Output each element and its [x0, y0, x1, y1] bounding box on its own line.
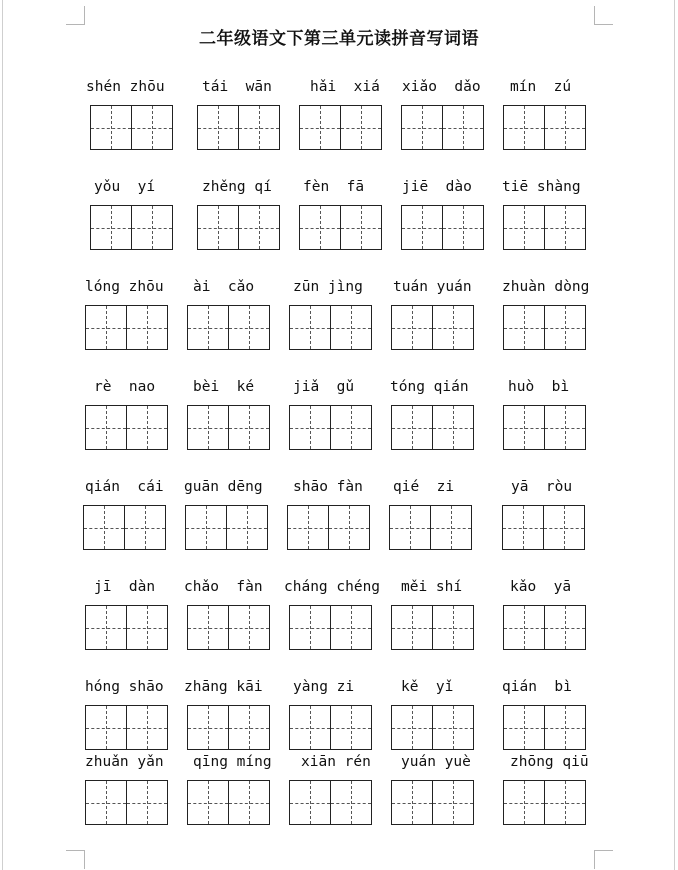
tianzige-cell[interactable] — [544, 106, 585, 149]
pinyin-label: hóng shāo — [85, 679, 164, 695]
tianzige-cell[interactable] — [86, 306, 126, 349]
writing-grid[interactable] — [401, 205, 484, 250]
tianzige-cell[interactable] — [198, 106, 238, 149]
crop-mark-bottom-right — [594, 850, 613, 869]
pinyin-label: xiān rén — [301, 754, 371, 770]
writing-grid[interactable] — [187, 705, 270, 750]
writing-grid[interactable] — [299, 205, 382, 250]
tianzige-cell[interactable] — [504, 706, 544, 749]
tianzige-cell[interactable] — [86, 706, 126, 749]
pinyin-label: qián bì — [502, 679, 572, 695]
pinyin-label: kě yǐ — [401, 679, 454, 695]
writing-grid[interactable] — [90, 105, 173, 150]
tianzige-cell[interactable] — [330, 606, 371, 649]
tianzige-cell[interactable] — [543, 506, 584, 549]
pinyin-label: tái wān — [202, 79, 272, 95]
tianzige-cell[interactable] — [392, 781, 432, 824]
tianzige-cell[interactable] — [544, 781, 585, 824]
writing-grid[interactable] — [289, 605, 372, 650]
pinyin-label: lóng zhōu — [85, 279, 164, 295]
pinyin-label: ài cǎo — [193, 279, 255, 295]
crop-mark-bottom-left — [66, 850, 85, 869]
tianzige-cell[interactable] — [288, 506, 328, 549]
tianzige-cell[interactable] — [442, 206, 483, 249]
writing-grid[interactable] — [289, 405, 372, 450]
tianzige-cell[interactable] — [300, 206, 340, 249]
writing-grid[interactable] — [197, 105, 280, 150]
tianzige-cell[interactable] — [186, 506, 226, 549]
writing-grid[interactable] — [289, 305, 372, 350]
pinyin-label: fèn fā — [303, 179, 365, 195]
crop-mark-top-left — [66, 6, 85, 25]
tianzige-cell[interactable] — [126, 406, 167, 449]
writing-grid[interactable] — [289, 705, 372, 750]
tianzige-cell[interactable] — [290, 606, 330, 649]
tianzige-cell[interactable] — [290, 781, 330, 824]
tianzige-cell[interactable] — [91, 206, 131, 249]
writing-grid[interactable] — [90, 205, 173, 250]
tianzige-cell[interactable] — [300, 106, 340, 149]
tianzige-cell[interactable] — [290, 406, 330, 449]
tianzige-cell[interactable] — [188, 606, 228, 649]
tianzige-cell[interactable] — [91, 106, 131, 149]
pinyin-label: yā ròu — [511, 479, 573, 495]
tianzige-cell[interactable] — [86, 406, 126, 449]
tianzige-cell[interactable] — [544, 606, 585, 649]
tianzige-cell[interactable] — [188, 706, 228, 749]
pinyin-label: yàng zi — [293, 679, 355, 695]
writing-grid[interactable] — [503, 780, 586, 825]
tianzige-cell[interactable] — [504, 206, 544, 249]
tianzige-cell[interactable] — [432, 406, 473, 449]
pinyin-label: mín zú — [510, 79, 572, 95]
pinyin-label: qié zi — [393, 479, 455, 495]
pinyin-label: zhuǎn yǎn — [85, 754, 164, 770]
writing-grid[interactable] — [391, 605, 474, 650]
pinyin-label: chǎo fàn — [184, 579, 263, 595]
tianzige-cell[interactable] — [228, 406, 269, 449]
tianzige-cell[interactable] — [188, 406, 228, 449]
pinyin-label: shāo fàn — [293, 479, 363, 495]
tianzige-cell[interactable] — [544, 306, 585, 349]
tianzige-cell[interactable] — [328, 506, 369, 549]
tianzige-cell[interactable] — [340, 206, 381, 249]
pinyin-label: guān dēng — [184, 479, 263, 495]
tianzige-cell[interactable] — [86, 781, 126, 824]
writing-grid[interactable] — [187, 305, 270, 350]
pinyin-label: qián cái — [85, 479, 164, 495]
writing-grid[interactable] — [85, 780, 168, 825]
tianzige-cell[interactable] — [402, 106, 442, 149]
tianzige-cell[interactable] — [228, 306, 269, 349]
pinyin-label: xiǎo dǎo — [402, 79, 481, 95]
writing-grid[interactable] — [197, 205, 280, 250]
writing-grid[interactable] — [299, 105, 382, 150]
page-border-right — [674, 0, 675, 870]
pinyin-label: tóng qián — [390, 379, 469, 395]
tianzige-cell[interactable] — [226, 506, 267, 549]
pinyin-label: zhěng qí — [202, 179, 272, 195]
writing-grid[interactable] — [391, 780, 474, 825]
tianzige-cell[interactable] — [504, 306, 544, 349]
tianzige-cell[interactable] — [392, 306, 432, 349]
tianzige-cell[interactable] — [504, 606, 544, 649]
pinyin-label: jī dàn — [94, 579, 156, 595]
tianzige-cell[interactable] — [228, 706, 269, 749]
writing-grid[interactable] — [503, 605, 586, 650]
writing-grid[interactable] — [503, 405, 586, 450]
tianzige-cell[interactable] — [238, 106, 279, 149]
tianzige-cell[interactable] — [504, 106, 544, 149]
pinyin-label: cháng chéng — [284, 579, 381, 595]
tianzige-cell[interactable] — [340, 106, 381, 149]
pinyin-label: jiǎ gǔ — [293, 379, 355, 395]
tianzige-cell[interactable] — [432, 706, 473, 749]
pinyin-label: rè nao — [94, 379, 156, 395]
writing-grid[interactable] — [401, 105, 484, 150]
tianzige-cell[interactable] — [188, 781, 228, 824]
pinyin-label: bèi ké — [193, 379, 255, 395]
writing-grid[interactable] — [187, 780, 270, 825]
tianzige-cell[interactable] — [392, 606, 432, 649]
tianzige-cell[interactable] — [84, 506, 124, 549]
writing-grid[interactable] — [85, 605, 168, 650]
tianzige-cell[interactable] — [86, 606, 126, 649]
writing-grid[interactable] — [83, 505, 166, 550]
tianzige-cell[interactable] — [126, 306, 167, 349]
tianzige-cell[interactable] — [198, 206, 238, 249]
pinyin-label: yǒu yí — [94, 179, 156, 195]
tianzige-cell[interactable] — [392, 706, 432, 749]
tianzige-cell[interactable] — [504, 406, 544, 449]
writing-grid[interactable] — [391, 305, 474, 350]
tianzige-cell[interactable] — [126, 606, 167, 649]
writing-grid[interactable] — [502, 505, 585, 550]
pinyin-label: jiē dào — [402, 179, 472, 195]
pinyin-label: kǎo yā — [510, 579, 572, 595]
tianzige-cell[interactable] — [330, 406, 371, 449]
tianzige-cell[interactable] — [432, 781, 473, 824]
writing-grid[interactable] — [287, 505, 370, 550]
writing-grid[interactable] — [503, 205, 586, 250]
tianzige-cell[interactable] — [290, 306, 330, 349]
tianzige-cell[interactable] — [392, 406, 432, 449]
tianzige-cell[interactable] — [503, 506, 543, 549]
tianzige-cell[interactable] — [124, 506, 165, 549]
writing-grid[interactable] — [289, 780, 372, 825]
tianzige-cell[interactable] — [330, 306, 371, 349]
writing-grid[interactable] — [503, 705, 586, 750]
tianzige-cell[interactable] — [430, 506, 471, 549]
pinyin-label: huò bì — [508, 379, 570, 395]
tianzige-cell[interactable] — [504, 781, 544, 824]
writing-grid[interactable] — [503, 305, 586, 350]
pinyin-label: shén zhōu — [86, 79, 165, 95]
writing-grid[interactable] — [391, 405, 474, 450]
writing-grid[interactable] — [503, 105, 586, 150]
pinyin-label: yuán yuè — [401, 754, 471, 770]
tianzige-cell[interactable] — [432, 606, 473, 649]
tianzige-cell[interactable] — [330, 706, 371, 749]
writing-grid[interactable] — [85, 305, 168, 350]
writing-grid[interactable] — [187, 405, 270, 450]
pinyin-label: zhōng qiū — [510, 754, 589, 770]
tianzige-cell[interactable] — [290, 706, 330, 749]
tianzige-cell[interactable] — [390, 506, 430, 549]
pinyin-label: zhāng kāi — [184, 679, 263, 695]
tianzige-cell[interactable] — [238, 206, 279, 249]
writing-grid[interactable] — [85, 405, 168, 450]
writing-grid[interactable] — [391, 705, 474, 750]
writing-grid[interactable] — [187, 605, 270, 650]
crop-mark-top-right — [594, 6, 613, 25]
tianzige-cell[interactable] — [228, 781, 269, 824]
pinyin-label: měi shí — [401, 579, 463, 595]
tianzige-cell[interactable] — [126, 781, 167, 824]
tianzige-cell[interactable] — [544, 706, 585, 749]
tianzige-cell[interactable] — [442, 106, 483, 149]
pinyin-label: hǎi xiá — [310, 79, 380, 95]
tianzige-cell[interactable] — [544, 206, 585, 249]
pinyin-label: qīng míng — [193, 754, 272, 770]
tianzige-cell[interactable] — [544, 406, 585, 449]
writing-grid[interactable] — [389, 505, 472, 550]
tianzige-cell[interactable] — [188, 306, 228, 349]
tianzige-cell[interactable] — [330, 781, 371, 824]
tianzige-cell[interactable] — [126, 706, 167, 749]
pinyin-label: tuán yuán — [393, 279, 472, 295]
writing-grid[interactable] — [85, 705, 168, 750]
tianzige-cell[interactable] — [432, 306, 473, 349]
writing-grid[interactable] — [185, 505, 268, 550]
tianzige-cell[interactable] — [131, 106, 172, 149]
pinyin-label: zhuàn dòng — [502, 279, 590, 295]
tianzige-cell[interactable] — [402, 206, 442, 249]
pinyin-label: tiē shàng — [502, 179, 581, 195]
page-border-left — [2, 0, 3, 870]
pinyin-label: zūn jìng — [293, 279, 363, 295]
tianzige-cell[interactable] — [228, 606, 269, 649]
tianzige-cell[interactable] — [131, 206, 172, 249]
page-title: 二年级语文下第三单元读拼音写词语 — [199, 29, 479, 49]
